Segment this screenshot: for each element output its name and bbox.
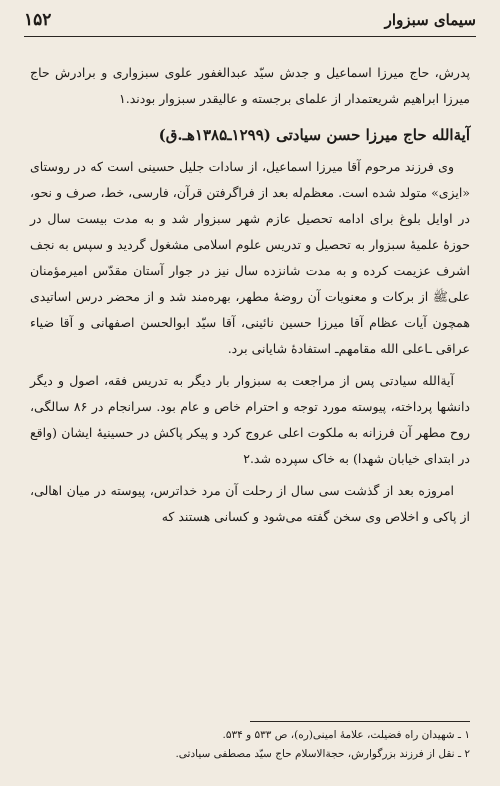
footnote-1: ۱ ـ شهیدان راه فضیلت، علامهٔ امینی(ره)، ص ۵۳۳ و ۵۳۴. — [222, 729, 470, 741]
header-rule — [24, 36, 476, 37]
paragraph-2: وی فرزند مرحوم آقا میرزا اسماعیل، از سادات جلیل حسینی است که در روستای «ایزی» متولد شده است. معظم‌له بعد از فراگرفتن قرآن، فارسی، خط، صرف و نحو، در اوایل بلوغ برای ادامه تحصیل عازم شهر سبزوار شد و به مدت بیست سال در حوزهٔ علمیهٔ سبزوار به تحصیل و تدریس علوم اسلامی مشغول گردید و سپس به نجف اشرف عزیمت کرده و به مدت شانزده سال نیز در جوار آستان مقدّس امیرمؤمنان علی‌ﷺ از برکات و معنویات آن روضهٔ مطهر، بهره‌مند شد و از محضر درس اساتیدی همچون آیات عظام آقا میرزا حسین نائینی، آقا سیّد ابوالحسن اصفهانی و آقا ضیاء عراقی ـاعلی الله مقامهم‌ـ استفادهٔ شایانی برد. — [30, 159, 470, 356]
running-title: سیمای سبزوار — [384, 11, 476, 29]
paragraph-3: آیةالله سیادتی پس از مراجعت به سبزوار بار دیگر به تدریس فقه، اصول و دیگر دانشها پرداخته، پیوسته مورد توجه و احترام خاص و عام بود. سرانجام در ۸۶ سالگی، روح مطهر آن فرزانه به ملکوت اعلی عروج کرد و پیکر پاکش در حسینیهٔ ایشان (واقع در ابتدای خیابان شهدا) به خاک سپرده شد.۲ — [30, 373, 470, 466]
running-header — [24, 10, 476, 32]
footnote-2: ۲ ـ نقل از فرزند بزرگوارش، حجةالاسلام حاج سیّد مصطفی سیادتی. — [175, 748, 470, 760]
paragraph-1: پدرش، حاج میرزا اسماعیل و جدش سیّد عبدالغفور علوی سبزواری و برادرش حاج میرزا ابراهیم شریعتمدار از علمای برجسته و عالیقدر سبزوار بودند.۱ — [30, 65, 470, 106]
paragraph-4: امروزه بعد از گذشت سی سال از رحلت آن مرد خداترس، پیوسته در میان اهالی، از پاکی و اخلاص وی سخن گفته می‌شود و کسانی هستند که — [30, 483, 470, 524]
page-number: ۱۵۲ — [24, 10, 52, 30]
footnote-rule — [250, 721, 470, 722]
page-body — [30, 60, 470, 536]
footnotes — [30, 726, 470, 764]
section-heading: آیةالله حاج میرزا حسن سیادتی (۱۲۹۹ـ۱۳۸۵هـ.ق) — [158, 126, 470, 144]
